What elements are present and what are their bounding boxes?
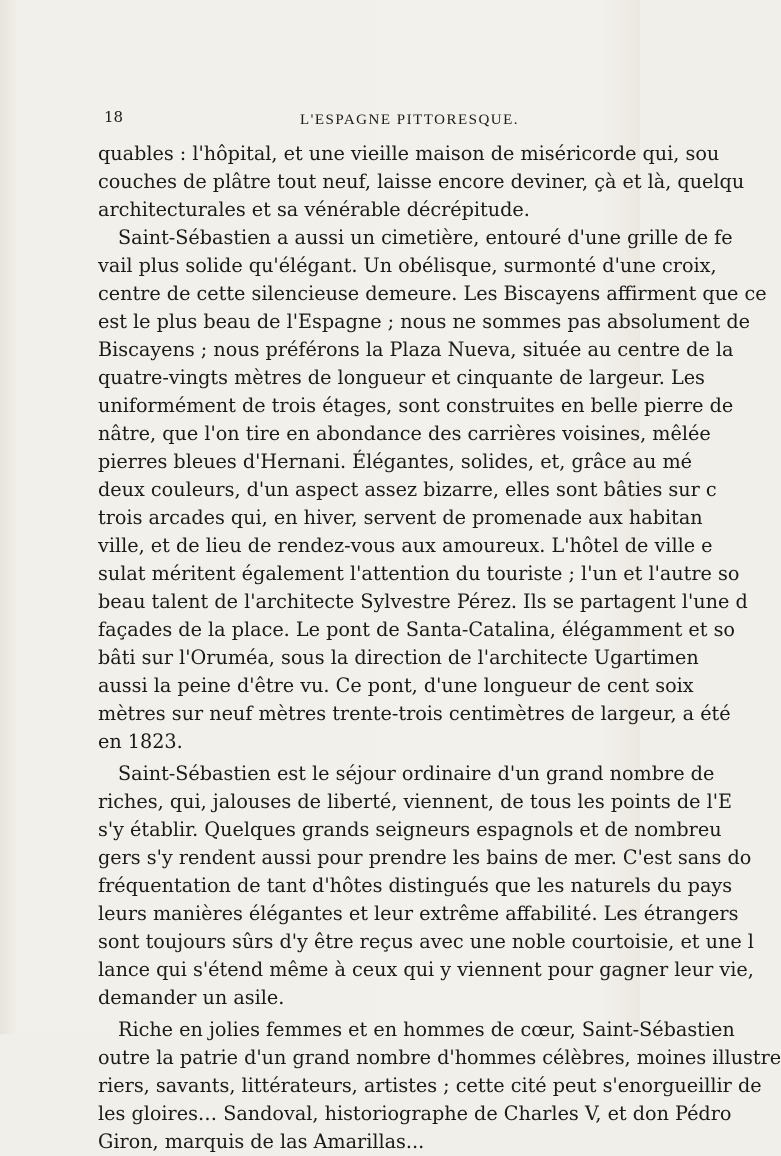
text-line: leurs manières élégantes et leur extrême affabilité. Les étrangers: [98, 902, 739, 925]
body-text: [98, 140, 781, 1156]
text-line: vail plus solide qu'élégant. Un obélisque, surmonté d'une croix,: [98, 254, 717, 277]
text-line: sont toujours sûrs d'y être reçus avec une noble courtoisie, et une l: [98, 930, 754, 953]
paragraph-famous-people: [98, 1016, 781, 1156]
text-line: Biscayens ; nous préférons la Plaza Nueva, située au centre de la: [98, 338, 734, 361]
text-line: est le plus beau de l'Espagne ; nous ne sommes pas absolument de: [98, 310, 750, 333]
text-line: beau talent de l'architecte Sylvestre Pérez. Ils se partagent l'une d: [98, 590, 748, 613]
text-line: outre la patrie d'un grand nombre d'hommes célèbres, moines illustre: [98, 1046, 781, 1069]
text-line: sulat méritent également l'attention du touriste ; l'un et l'autre so: [98, 562, 740, 585]
text-line: bâti sur l'Oruméa, sous la direction de l'architecte Ugartimen: [98, 646, 699, 669]
page-header: [104, 108, 704, 134]
text-line: architecturales et sa vénérable décrépitude.: [98, 198, 530, 221]
text-line: ville, et de lieu de rendez-vous aux amoureux. L'hôtel de ville e: [98, 534, 713, 557]
text-line: fréquentation de tant d'hôtes distingués que les naturels du pays: [98, 874, 733, 897]
text-line: Giron, marquis de las Amarillas...: [98, 1130, 425, 1153]
text-line: Saint-Sébastien est le séjour ordinaire d'un grand nombre de: [118, 762, 715, 785]
paragraph-residents: [98, 760, 754, 1012]
text-line: lance qui s'étend même à ceux qui y viennent pour gagner leur vie,: [98, 958, 754, 981]
text-line: Saint-Sébastien a aussi un cimetière, entouré d'une grille de fe: [118, 226, 733, 249]
running-title: L'ESPAGNE PITTORESQUE.: [300, 112, 520, 128]
page-number: 18: [104, 108, 124, 126]
text-line: pierres bleues d'Hernani. Élégantes, solides, et, grâce au mé: [98, 450, 693, 473]
text-line: quatre-vingts mètres de longueur et cinquante de largeur. Les: [98, 366, 705, 389]
text-line: nâtre, que l'on tire en abondance des carrières voisines, mêlée: [98, 422, 711, 445]
text-line: Riche en jolies femmes et en hommes de cœur, Saint-Sébastien: [118, 1018, 735, 1041]
text-line: deux couleurs, d'un aspect assez bizarre, elles sont bâties sur c: [98, 478, 717, 501]
paragraph-continuation: [98, 140, 745, 224]
text-line: riers, savants, littérateurs, artistes ; cette cité peut s'enorgueillir de: [98, 1074, 762, 1097]
text-line: centre de cette silencieuse demeure. Les Biscayens affirment que ce: [98, 282, 767, 305]
text-line: en 1823.: [98, 730, 183, 753]
text-line: gers s'y rendent aussi pour prendre les bains de mer. C'est sans do: [98, 846, 752, 869]
text-line: trois arcades qui, en hiver, servent de promenade aux habitan: [98, 506, 703, 529]
paragraph-cemetery: [98, 224, 767, 756]
text-line: s'y établir. Quelques grands seigneurs espagnols et de nombreu: [98, 818, 722, 841]
text-line: façades de la place. Le pont de Santa-Catalina, élégamment et so: [98, 618, 735, 641]
text-line: uniformément de trois étages, sont construites en belle pierre de: [98, 394, 734, 417]
text-line: aussi la peine d'être vu. Ce pont, d'une longueur de cent soix: [98, 674, 694, 697]
text-line: demander un asile.: [98, 986, 285, 1009]
text-line: couches de plâtre tout neuf, laisse encore deviner, çà et là, quelqu: [98, 170, 745, 193]
text-line: riches, qui, jalouses de liberté, viennent, de tous les points de l'E: [98, 790, 733, 813]
text-line: quables : l'hôpital, et une vieille maison de miséricorde qui, sou: [98, 142, 720, 165]
text-line: les gloires… Sandoval, historiographe de Charles V, et don Pédro: [98, 1102, 732, 1125]
text-line: mètres sur neuf mètres trente-trois centimètres de largeur, a été: [98, 702, 731, 725]
